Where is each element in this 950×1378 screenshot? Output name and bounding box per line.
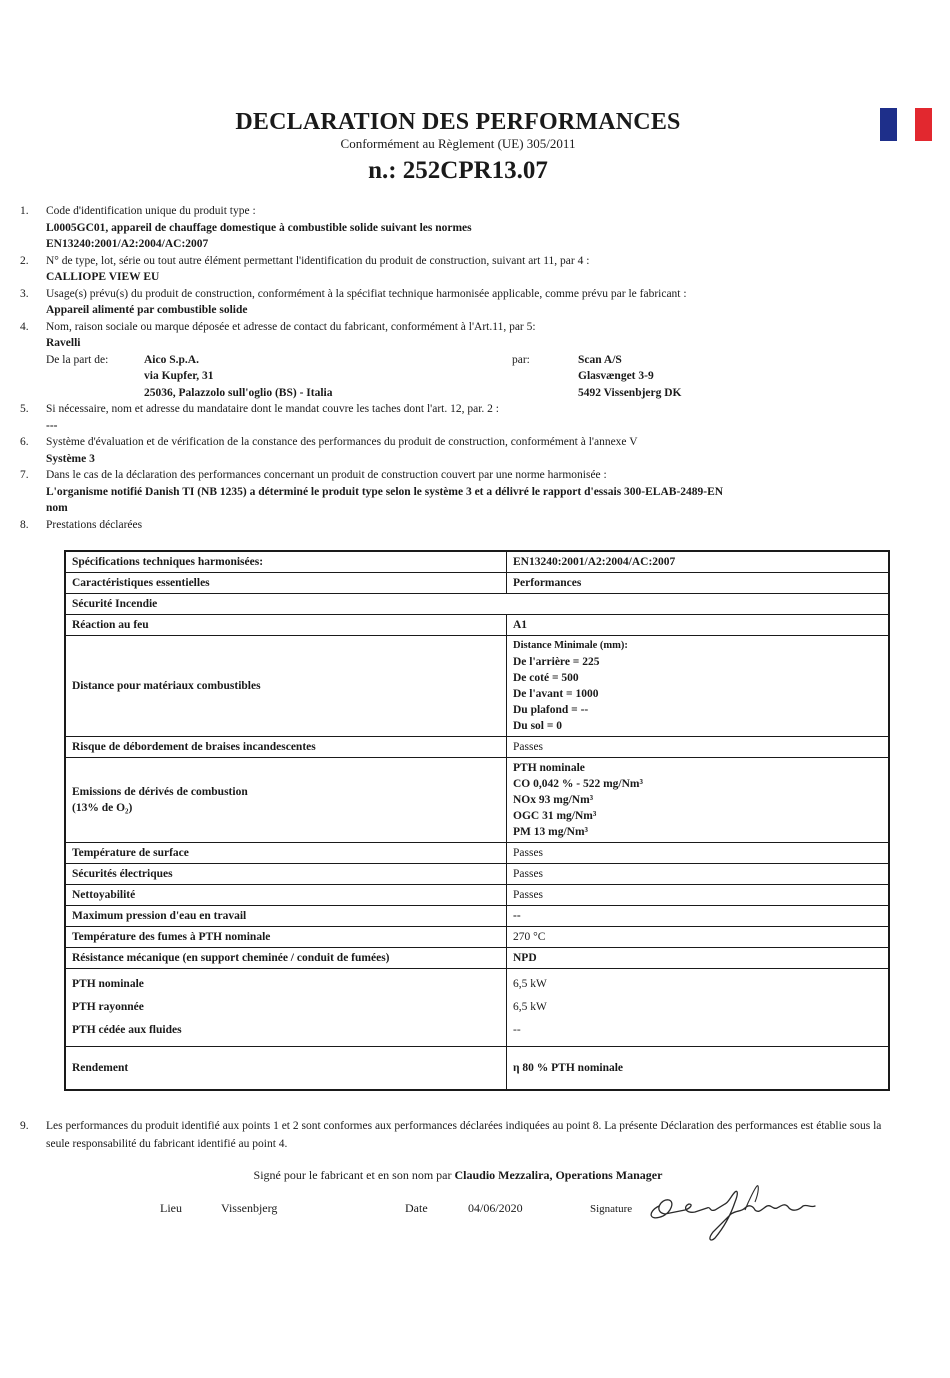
table-row	[65, 551, 889, 573]
mechanical-value: NPD	[507, 948, 890, 969]
table-row	[65, 758, 889, 843]
distance-line: Du plafond = --	[513, 704, 589, 716]
power-label: PTH rayonnée	[72, 1001, 144, 1013]
cleanability-label: Nettoyabilité	[65, 885, 507, 906]
agent-line-3: 5492 Vissenbjerg DK	[578, 386, 682, 399]
table-row	[65, 969, 889, 1047]
fumes-label: Température des fumes à PTH nominale	[65, 927, 507, 948]
handwritten-signature-icon	[645, 1182, 820, 1244]
item-label: Prestations déclarées	[46, 518, 143, 531]
item-value: Système 3	[46, 452, 95, 465]
table-row	[65, 594, 889, 615]
document-title: DECLARATION DES PERFORMANCES	[235, 109, 681, 135]
performance-table	[64, 550, 890, 1091]
table-row	[65, 843, 889, 864]
item-value: L0005GC01, appareil de chauffage domestique à combustible solide suivant les normes	[46, 221, 472, 234]
cleanability-value: Passes	[507, 885, 890, 906]
date-label: Date	[405, 1201, 428, 1215]
item-number: 4.	[20, 320, 29, 333]
item-4-label: Nom, raison sociale ou marque déposée et adresse de contact du fabricant, conformément à l'Art.11, par 5:	[46, 320, 536, 333]
table-row	[65, 885, 889, 906]
signer-name: Claudio Mezzalira, Operations Manager	[454, 1168, 663, 1182]
table-row	[65, 864, 889, 885]
emissions-line: CO 0,042 % - 522 mg/Nm³	[513, 778, 643, 790]
item-value: ---	[46, 419, 58, 432]
item-2	[0, 253, 950, 286]
declaration-items	[0, 203, 950, 533]
item-number: 1.	[20, 205, 29, 217]
yield-value: η 80 % PTH nominale	[507, 1047, 890, 1091]
item-label: Usage(s) prévu(s) du produit de construction, conformément à la spécifiat technique harmonisée applicable, comme prévu par le fabricant :	[46, 287, 687, 300]
declaration-number: n.: 252CPR13.07	[368, 157, 548, 184]
item-value: L'organisme notifié Danish TI (NB 1235) a déterminé le produit type selon le système 3 et a délivré le rapport d'essais 300-ELAB-2489-EN	[46, 485, 724, 498]
table-row	[65, 948, 889, 969]
maker-line-3: 25036, Palazzolo sull'oglio (BS) - Italia	[144, 386, 333, 399]
maker-line-1: Aico S.p.A.	[144, 353, 199, 366]
item-value: nom	[46, 502, 68, 514]
by-label: par:	[512, 353, 530, 366]
item-number: 8.	[20, 518, 29, 531]
section-header: Sécurité Incendie	[65, 594, 889, 615]
item-number: 7.	[20, 469, 29, 481]
surface-label: Température de surface	[65, 843, 507, 864]
manufacturer-row-2	[46, 368, 950, 385]
item-5	[0, 401, 950, 434]
place-label: Lieu	[160, 1201, 182, 1215]
emissions-line: PM 13 mg/Nm³	[513, 826, 588, 838]
risk-value: Passes	[507, 737, 890, 758]
item-4	[0, 319, 950, 402]
emissions-label-line: Emissions de dérivés de combustion	[72, 786, 248, 798]
pressure-value: --	[507, 906, 890, 927]
agent-line-1: Scan A/S	[578, 353, 622, 366]
document-subtitle: Conformément au Règlement (UE) 305/2011	[340, 136, 576, 151]
distance-line: De l'arrière = 225	[513, 656, 600, 668]
table-row	[65, 737, 889, 758]
emissions-label	[65, 758, 507, 843]
power-value: 6,5 kW	[513, 1001, 547, 1013]
power-label: PTH nominale	[72, 978, 144, 990]
table-row	[65, 906, 889, 927]
power-value: --	[513, 1024, 521, 1036]
reaction-label: Réaction au feu	[65, 615, 507, 636]
distance-line: De coté = 500	[513, 672, 579, 684]
yield-label: Rendement	[65, 1047, 507, 1091]
power-values	[507, 969, 890, 1047]
item-label: Système d'évaluation et de vérification de la constance des performances du produit de construction, conformément à l'annexe V	[46, 436, 638, 448]
item-label: Si nécessaire, nom et adresse du mandataire dont le mandat couvre les taches dont l'art. 12, par. 2 :	[46, 403, 499, 415]
flag-stripe-red	[915, 108, 932, 141]
table-row	[65, 1047, 889, 1091]
surface-value: Passes	[507, 843, 890, 864]
document-header	[0, 108, 916, 188]
manufacturer-row-1	[46, 352, 950, 369]
item-7	[0, 467, 950, 517]
signature-label: Signature	[590, 1203, 633, 1215]
emissions-values	[507, 758, 890, 843]
item-6	[0, 434, 950, 467]
fumes-value: 270 °C	[507, 927, 890, 948]
characteristics-header: Caractéristiques essentielles	[65, 573, 507, 594]
agent-line-2: Glasvænget 3-9	[578, 370, 654, 382]
place-value: Vissenbjerg	[221, 1201, 278, 1215]
spec-value: EN13240:2001/A2:2004/AC:2007	[507, 551, 890, 573]
item-value: Appareil alimenté par combustible solide	[46, 304, 248, 316]
electrical-value: Passes	[507, 864, 890, 885]
item-number: 6.	[20, 436, 29, 448]
table-row	[65, 636, 889, 737]
emissions-label-line: (13% de O₂)	[72, 802, 133, 814]
power-value: 6,5 kW	[513, 978, 547, 990]
item-value: EN13240:2001/A2:2004/AC:2007	[46, 238, 209, 250]
item-value: CALLIOPE VIEW EU	[46, 271, 160, 283]
performances-header: Performances	[507, 573, 890, 594]
emissions-line: PTH nominale	[513, 762, 585, 774]
brand-name: Ravelli	[46, 337, 81, 349]
distance-line: Distance Minimale (mm):	[513, 640, 628, 651]
on-behalf-label: De la part de:	[46, 353, 109, 366]
emissions-line: OGC 31 mg/Nm³	[513, 810, 597, 822]
signed-by-line	[0, 1168, 916, 1183]
item-8	[0, 517, 950, 534]
distance-line: Du sol = 0	[513, 720, 563, 732]
pressure-label: Maximum pression d'eau en travail	[65, 906, 507, 927]
item-number: 5.	[20, 403, 29, 415]
item-3	[0, 286, 950, 319]
emissions-line: NOx 93 mg/Nm³	[513, 794, 594, 806]
item-1	[0, 203, 950, 253]
table-row	[65, 615, 889, 636]
mechanical-label: Résistance mécanique (en support cheminée / conduit de fumées)	[65, 948, 507, 969]
manufacturer-row-3	[46, 385, 950, 402]
reaction-value: A1	[507, 615, 890, 636]
power-labels	[65, 969, 507, 1047]
distance-values	[507, 636, 890, 737]
date-value: 04/06/2020	[468, 1201, 523, 1215]
item-number: 3.	[20, 287, 29, 300]
item-label: Code d'identification unique du produit type :	[46, 205, 256, 217]
signed-prefix: Signé pour le fabricant et en son nom par	[253, 1168, 452, 1182]
electrical-label: Sécurités électriques	[65, 864, 507, 885]
item-label: N° de type, lot, série ou tout autre élément permettant l'identification du produit de construction, suivant art 11, par 4 :	[46, 254, 590, 267]
item-number: 9.	[20, 1120, 29, 1132]
table-row	[65, 927, 889, 948]
distance-line: De l'avant = 1000	[513, 688, 599, 700]
closing-statement	[20, 1117, 906, 1153]
distance-label: Distance pour matériaux combustibles	[65, 636, 507, 737]
item-number: 2.	[20, 254, 29, 267]
spec-label: Spécifications techniques harmonisées:	[65, 551, 507, 573]
table-row	[65, 573, 889, 594]
risk-label: Risque de débordement de braises incandescentes	[65, 737, 507, 758]
item-label: Dans le cas de la déclaration des performances concernant un produit de construction couvert par une norme harmonisée :	[46, 469, 607, 481]
closing-text: Les performances du produit identifié aux points 1 et 2 sont conformes aux performances déclarées indiquées au point 8. La présente Déclaration des performances est établie sous la seule responsabilité du fabricant identifié au point 4.	[46, 1120, 882, 1150]
maker-line-2: via Kupfer, 31	[144, 370, 214, 382]
power-label: PTH cédée aux fluides	[72, 1024, 182, 1036]
